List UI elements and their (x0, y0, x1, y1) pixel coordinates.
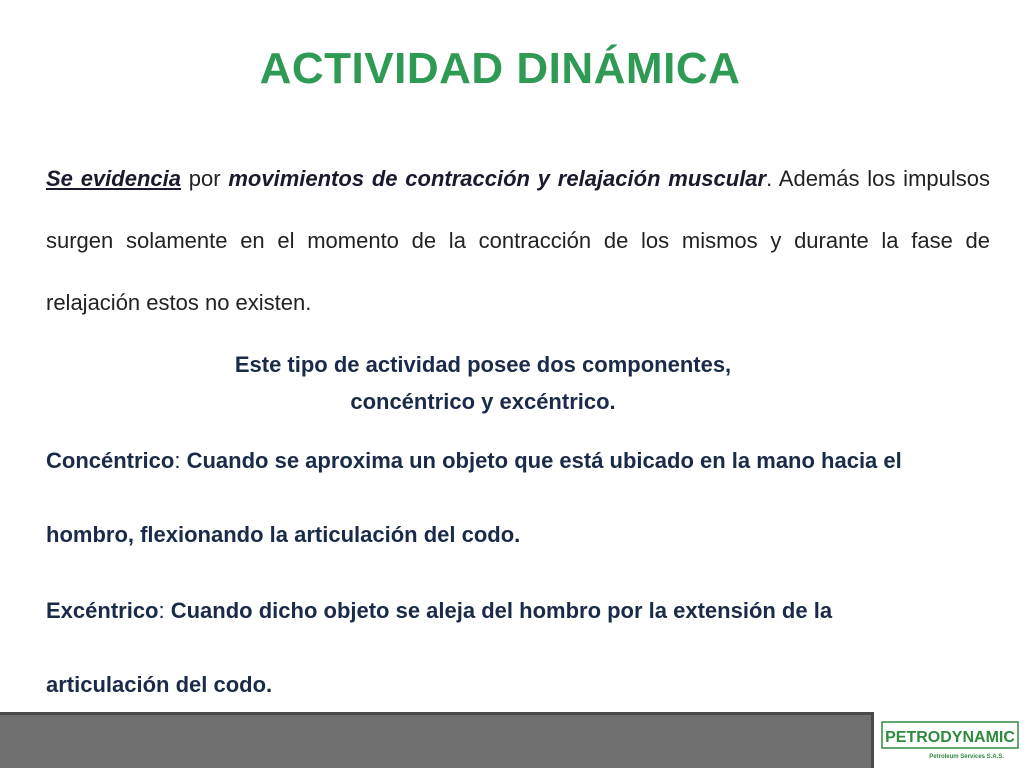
eccentric-colon: : (158, 598, 171, 623)
petrodynamic-logo (880, 716, 1020, 764)
concentric-colon: : (174, 448, 187, 473)
intro-text-2: . Además los impulsos surgen solamente en el momento de la contracción de los mismos y durante la fase de relajación estos no existen. (46, 166, 990, 315)
intro-emphasis: movimientos de contracción y relajación muscular (228, 166, 767, 191)
eccentric-term: Excéntrico (46, 598, 159, 623)
components-statement (0, 346, 966, 420)
logo-wordmark: PETRODYNAMIC (885, 729, 1015, 746)
slide-title: ACTIVIDAD DINÁMICA (259, 44, 741, 93)
intro-paragraph (46, 148, 990, 334)
footer-bar (0, 712, 874, 768)
concentric-definition (46, 424, 946, 572)
concentric-description: Cuando se aproxima un objeto que está ubicado en la mano hacia el hombro, flexionando la articulación del codo. (46, 448, 902, 547)
eccentric-definition (46, 574, 946, 722)
components-line-2: concéntrico y excéntrico. (350, 389, 616, 414)
logo-tagline: Petroleum Services S.A.S. (929, 754, 1004, 760)
intro-lead: Se evidencia (46, 166, 181, 191)
components-line-1: Este tipo de actividad posee dos componentes, (234, 352, 732, 377)
concentric-term: Concéntrico (46, 448, 175, 473)
eccentric-description: Cuando dicho objeto se aleja del hombro por la extensión de la articulación del codo. (46, 598, 833, 697)
intro-text-1: por (180, 166, 229, 191)
